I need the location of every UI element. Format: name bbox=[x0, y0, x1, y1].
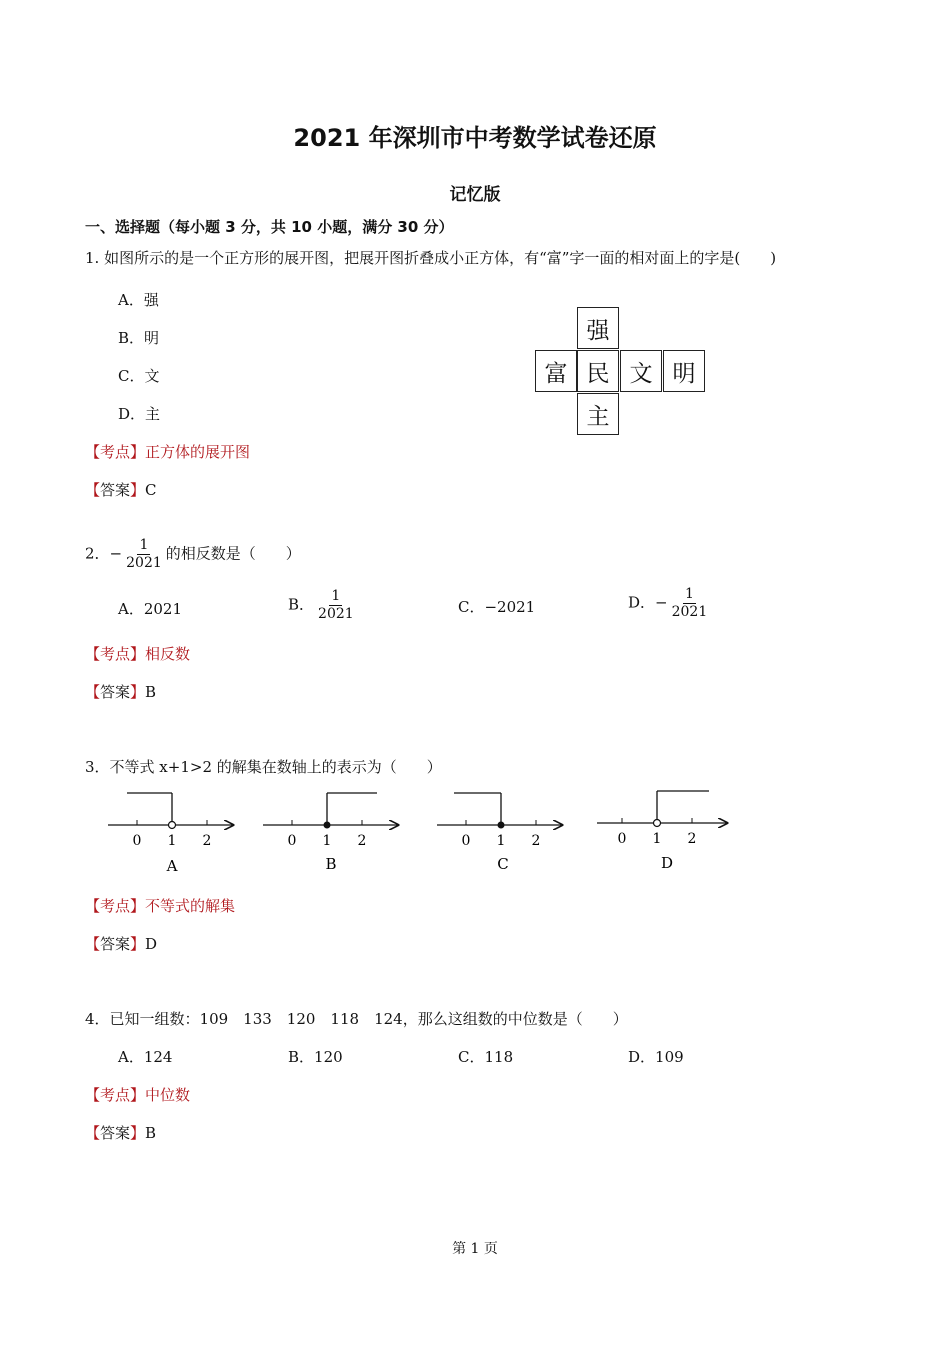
tick-label-0: 0 bbox=[461, 833, 471, 849]
tick-label-0: 0 bbox=[132, 833, 142, 849]
number-line-label-c: C bbox=[497, 855, 509, 873]
net-cell-middle-1: 富 bbox=[535, 350, 577, 392]
tick-label-2: 2 bbox=[687, 831, 697, 847]
net-cell-middle-4: 明 bbox=[663, 350, 705, 392]
tick-label-1: 1 bbox=[167, 833, 177, 849]
number-line-label-d: D bbox=[660, 854, 674, 872]
question-1-option-c: C．文 bbox=[118, 367, 160, 385]
number-line-label-a: A bbox=[166, 857, 178, 875]
question-2-kaodian: 【考点】相反数 bbox=[85, 645, 191, 663]
section-heading: 一、选择题（每小题 3 分，共 10 小题，满分 30 分） bbox=[85, 218, 454, 236]
question-4-option-a: A．124 bbox=[118, 1048, 173, 1066]
net-cell-bottom: 主 bbox=[577, 393, 619, 435]
question-4-answer: 【答案】B bbox=[85, 1124, 157, 1142]
question-1-option-d: D．主 bbox=[118, 405, 161, 423]
cube-net-figure bbox=[535, 307, 707, 437]
question-4-option-c: C．118 bbox=[458, 1048, 514, 1066]
tick-label-1: 1 bbox=[322, 833, 332, 849]
question-1-kaodian: 【考点】正方体的展开图 bbox=[85, 443, 251, 461]
net-cell-middle-2: 民 bbox=[577, 350, 619, 392]
number-line-b bbox=[263, 793, 398, 873]
question-3-answer: 【答案】D bbox=[85, 935, 158, 953]
tick-label-0: 0 bbox=[617, 831, 627, 847]
question-2-option-d: D．− $\frac{1}{2021}$ bbox=[628, 586, 708, 620]
question-1-text: 1. 如图所示的是一个正方形的展开图，把展开图折叠成小正方体，有“富”字一面的相对面上的字是( ) bbox=[85, 249, 777, 267]
tick-label-2: 2 bbox=[202, 833, 212, 849]
question-4-option-d: D．109 bbox=[628, 1048, 684, 1066]
question-2-fraction: $\frac{1}{2021}$ bbox=[126, 537, 162, 571]
number-line-d bbox=[597, 791, 727, 872]
net-cell-middle-3: 文 bbox=[620, 350, 662, 392]
page-subtitle: 记忆版 bbox=[449, 185, 501, 205]
net-cell-top: 强 bbox=[577, 307, 619, 349]
page-title: 2021 年深圳市中考数学试卷还原 bbox=[293, 124, 657, 152]
question-2-option-c: C．−2021 bbox=[458, 598, 536, 616]
question-3-kaodian: 【考点】不等式的解集 bbox=[85, 897, 236, 915]
question-2-text: 2．− $\frac{1}{2021}$ 的相反数是（ ） bbox=[85, 537, 301, 571]
question-1-answer: 【答案】C bbox=[85, 481, 157, 499]
question-3-text: 3．不等式 x+1>2 的解集在数轴上的表示为（ ） bbox=[85, 758, 442, 776]
number-line-a bbox=[108, 793, 233, 875]
tick-label-1: 1 bbox=[652, 831, 662, 847]
tick-label-2: 2 bbox=[357, 833, 367, 849]
question-4-kaodian: 【考点】中位数 bbox=[85, 1086, 191, 1104]
tick-label-2: 2 bbox=[531, 833, 541, 849]
tick-label-1: 1 bbox=[496, 833, 506, 849]
question-1-option-a: A．强 bbox=[118, 291, 159, 309]
question-4-option-b: B．120 bbox=[288, 1048, 343, 1066]
tick-label-0: 0 bbox=[287, 833, 297, 849]
number-line-c bbox=[437, 793, 562, 873]
number-line-label-b: B bbox=[325, 855, 337, 873]
number-line-options bbox=[100, 785, 740, 880]
question-1-option-b: B．明 bbox=[118, 329, 160, 347]
question-4-text: 4．已知一组数：109 133 120 118 124，那么这组数的中位数是（ ） bbox=[85, 1010, 628, 1028]
question-2-option-b: B． $\frac{1}{2021}$ bbox=[288, 588, 354, 622]
page-number: 第 1 页 bbox=[452, 1241, 498, 1257]
question-2-answer: 【答案】B bbox=[85, 683, 157, 701]
question-2-option-a: A．2021 bbox=[118, 600, 183, 618]
